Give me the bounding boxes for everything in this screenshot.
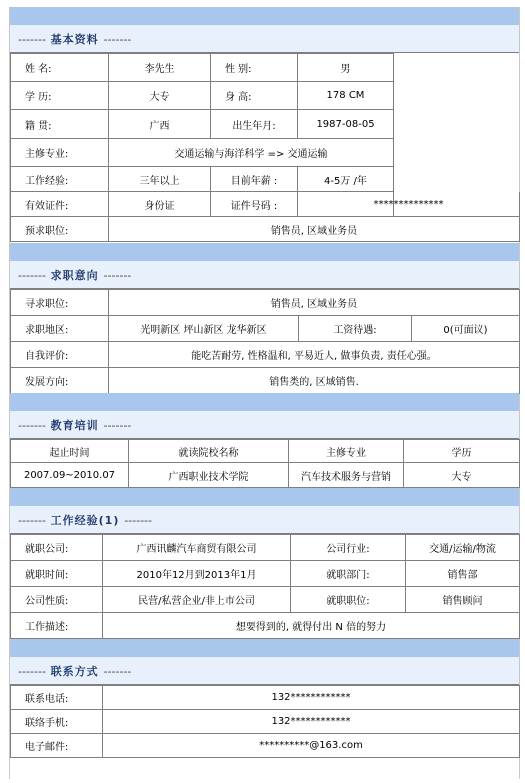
section-band bbox=[10, 488, 519, 506]
industry-label: 公司行业: bbox=[291, 535, 406, 561]
gender-label: 性 别: bbox=[211, 54, 298, 82]
id-type-value: 身份证 bbox=[109, 192, 211, 217]
department-label: 就职部门: bbox=[291, 561, 406, 587]
education-value: 大专 bbox=[109, 82, 211, 110]
section-title-intention: ------- 求职意向 ------- bbox=[10, 261, 519, 289]
section-band bbox=[10, 243, 519, 261]
self-eval-label: 自我评价: bbox=[11, 342, 109, 368]
seek-post-value: 销售员, 区域业务员 bbox=[109, 290, 520, 316]
edu-major: 汽车技术服务与营销 bbox=[289, 463, 404, 488]
experience-label: 工作经验: bbox=[11, 167, 109, 192]
email-label: 电子邮件: bbox=[11, 734, 103, 758]
section-title-work: ------- 工作经验(1) ------- bbox=[10, 506, 519, 534]
section-title-education: ------- 教育培训 ------- bbox=[10, 411, 519, 439]
area-label: 求职地区: bbox=[11, 316, 109, 342]
basic-info-table bbox=[10, 53, 520, 242]
direction-label: 发展方向: bbox=[11, 368, 109, 394]
work-table bbox=[10, 534, 520, 639]
position-label: 就职职位: bbox=[291, 587, 406, 613]
direction-value: 销售类的, 区域销售. bbox=[109, 368, 520, 394]
pay-label: 工资待遇: bbox=[299, 316, 412, 342]
section-title-contact: ------- 联系方式 ------- bbox=[10, 657, 519, 685]
email-value[interactable]: **********@163.com bbox=[103, 734, 520, 758]
birth-value: 1987-08-05 bbox=[298, 110, 394, 139]
desired-post-value: 销售员, 区域业务员 bbox=[109, 217, 520, 242]
work-time-value: 2010年12月到2013年1月 bbox=[103, 561, 291, 587]
work-desc-value: 想要得到的, 就得付出 N 倍的努力 bbox=[103, 613, 520, 639]
edu-degree: 大专 bbox=[404, 463, 520, 488]
edu-period: 2007.09~2010.07 bbox=[11, 463, 129, 488]
intention-table bbox=[10, 289, 520, 394]
id-number-value: ************** bbox=[298, 192, 520, 217]
edu-header-degree: 学历 bbox=[404, 440, 520, 463]
position-value: 销售顾问 bbox=[406, 587, 520, 613]
education-table bbox=[10, 439, 520, 488]
resume-page bbox=[9, 7, 520, 779]
pay-value: 0(可面议) bbox=[412, 316, 520, 342]
section-band bbox=[10, 639, 519, 657]
height-value: 178 CM bbox=[298, 82, 394, 110]
edu-school: 广西职业技术学院 bbox=[129, 463, 289, 488]
origin-label: 籍 贯: bbox=[11, 110, 109, 139]
name-label: 姓 名: bbox=[11, 54, 109, 82]
contact-table bbox=[10, 685, 520, 758]
company-value: 广西讯麟汽车商贸有限公司 bbox=[103, 535, 291, 561]
section-band bbox=[10, 7, 519, 25]
area-value: 光明新区 坪山新区 龙华新区 bbox=[109, 316, 299, 342]
desired-post-label: 预求职位: bbox=[11, 217, 109, 242]
major-label: 主修专业: bbox=[11, 139, 109, 167]
department-value: 销售部 bbox=[406, 561, 520, 587]
salary-label: 目前年薪 : bbox=[211, 167, 298, 192]
work-desc-label: 工作描述: bbox=[11, 613, 103, 639]
self-eval-value: 能吃苦耐劳, 性格温和, 平易近人, 做事负责, 责任心强。 bbox=[109, 342, 520, 368]
section-title-basic: ------- 基本资料 ------- bbox=[10, 25, 519, 53]
section-band bbox=[10, 393, 519, 411]
industry-value: 交通/运输/物流 bbox=[406, 535, 520, 561]
edu-header-major: 主修专业 bbox=[289, 440, 404, 463]
name-value: 李先生 bbox=[109, 54, 211, 82]
height-label: 身 高: bbox=[211, 82, 298, 110]
gender-value: 男 bbox=[298, 54, 394, 82]
experience-value: 三年以上 bbox=[109, 167, 211, 192]
id-number-label: 证件号码 : bbox=[211, 192, 298, 217]
mobile-label: 联络手机: bbox=[11, 710, 103, 734]
major-value: 交通运输与海洋科学 => 交通运输 bbox=[109, 139, 394, 167]
phone-label: 联系电话: bbox=[11, 686, 103, 710]
company-nature-value: 民营/私营企业/非上市公司 bbox=[103, 587, 291, 613]
id-label: 有效证件: bbox=[11, 192, 109, 217]
salary-value: 4-5万 /年 bbox=[298, 167, 394, 192]
phone-value: 132************ bbox=[103, 686, 520, 710]
edu-header-school: 就读院校名称 bbox=[129, 440, 289, 463]
education-label: 学 历: bbox=[11, 82, 109, 110]
company-nature-label: 公司性质: bbox=[11, 587, 103, 613]
seek-post-label: 寻求职位: bbox=[11, 290, 109, 316]
mobile-value: 132************ bbox=[103, 710, 520, 734]
edu-header-period: 起止时间 bbox=[11, 440, 129, 463]
birth-label: 出生年月: bbox=[211, 110, 298, 139]
origin-value: 广西 bbox=[109, 110, 211, 139]
company-label: 就职公司: bbox=[11, 535, 103, 561]
work-time-label: 就职时间: bbox=[11, 561, 103, 587]
